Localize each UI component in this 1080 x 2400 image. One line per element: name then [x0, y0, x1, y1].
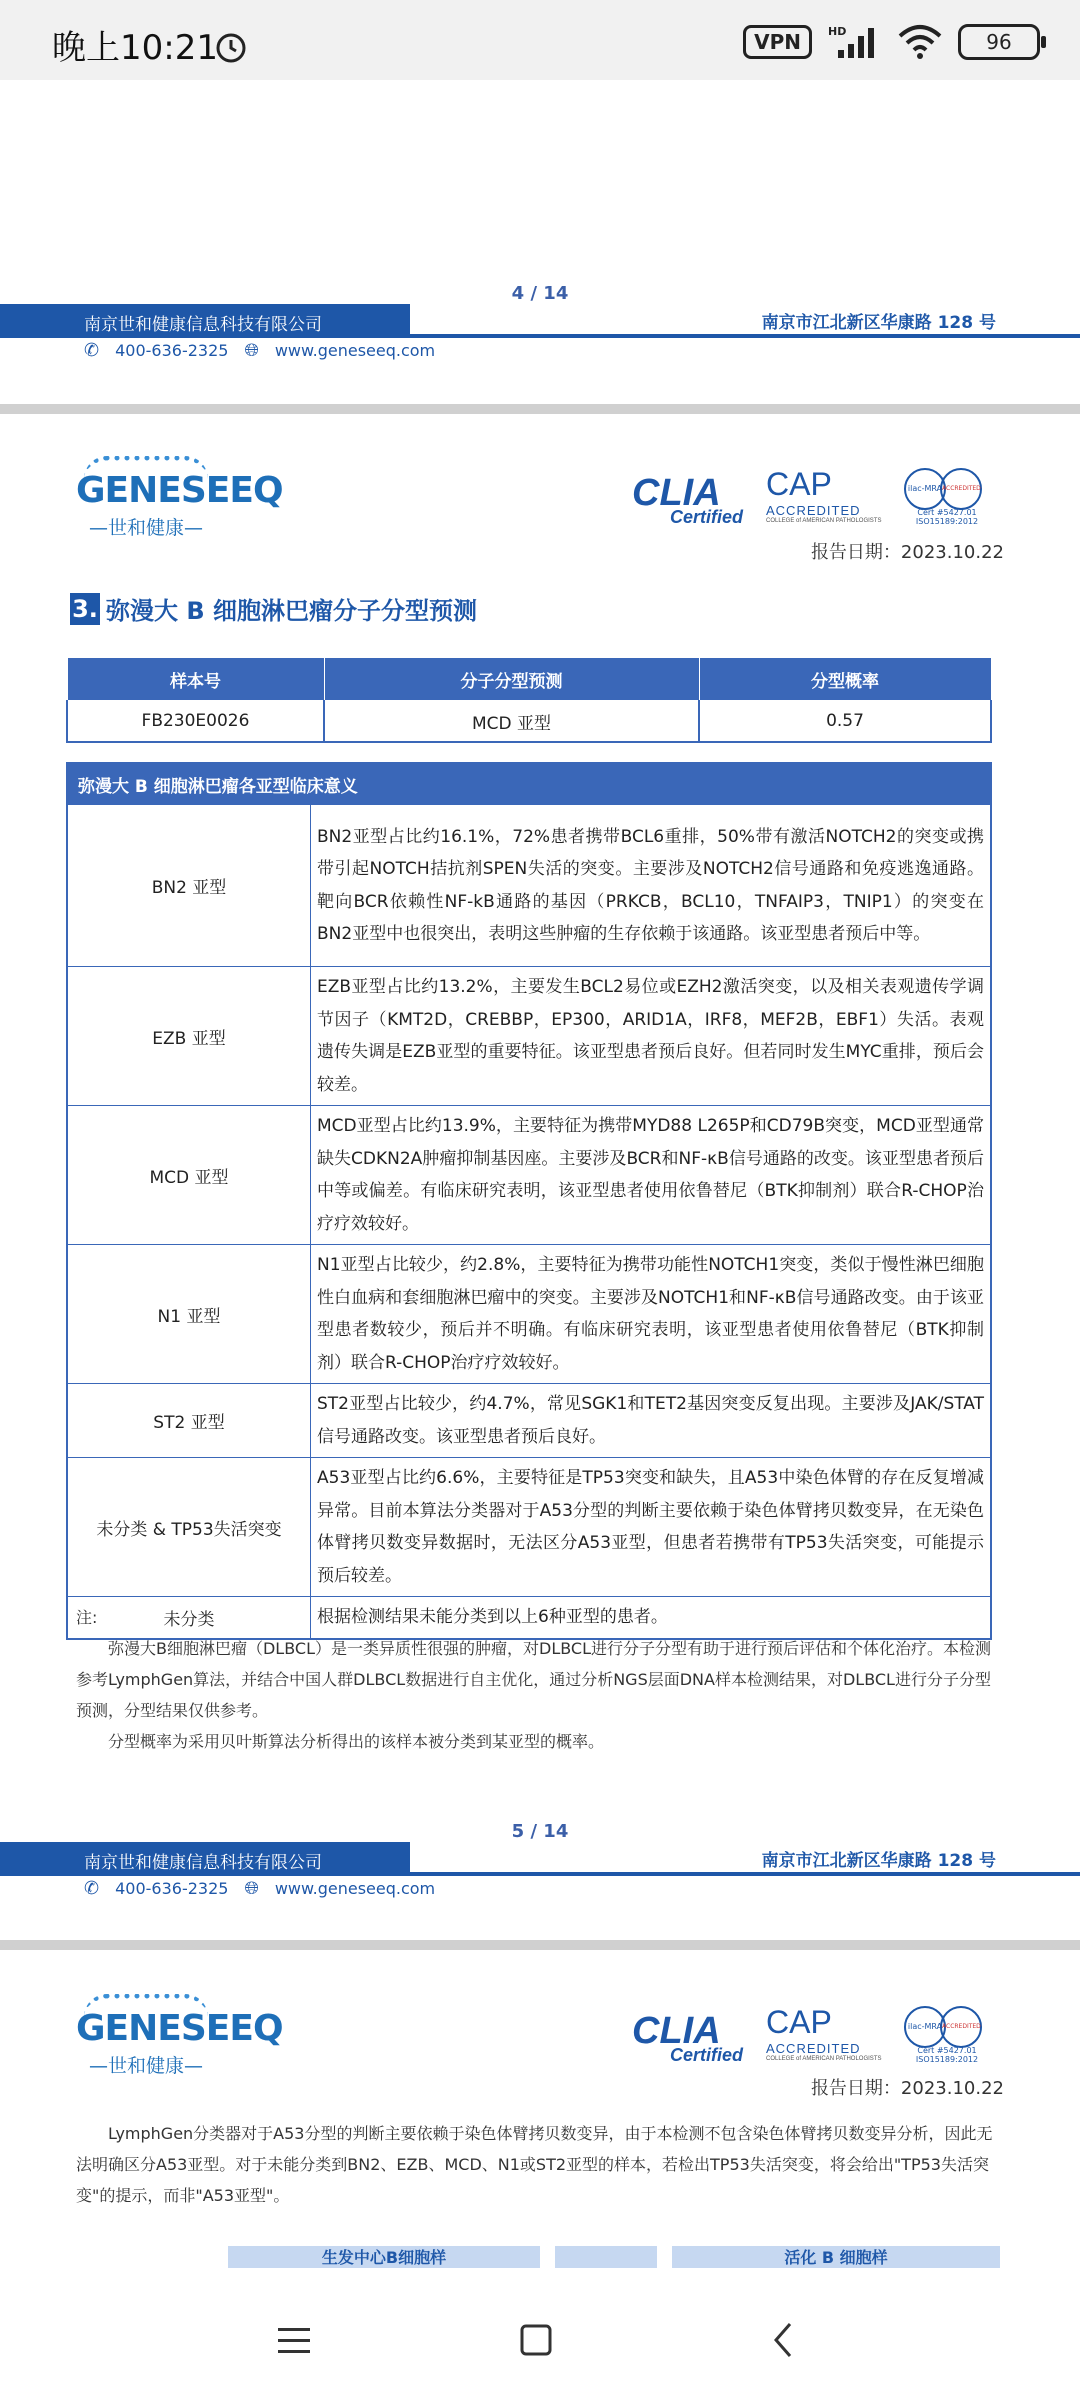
subtype-description: ST2亚型占比较少，约4.7%，常见SGK1和TET2基因突变反复出现。主要涉及JAK/STAT信号通路改变。该亚型患者预后良好。	[311, 1384, 992, 1458]
subtype-description: BN2亚型占比约16.1%，72%患者携带BCL6重排，50%带有激活NOTCH2的突变或携带引起NOTCH拮抗剂SPEN失活的突变。主要涉及NOTCH2信号通路和免疫逃逸通路。靶向BCR依赖性NF-kB通路的基因（PRKCB，BCL10，TNFAIP3，TNIP1）的突变在BN2亚型中也很突出，表明这些肿瘤的生存依赖于该通路。该亚型患者预后中等。	[311, 805, 992, 967]
cut-table-header: 生发中心B细胞样	[228, 2246, 540, 2268]
iso-logo: ilac-MRA ACCREDITED Cert #5427.01 ISO15189:2012	[904, 2006, 990, 2058]
report-date: 报告日期：2023.10.22	[810, 2078, 1004, 2099]
table-row	[67, 1245, 991, 1384]
phone-number: 400-636-2325	[115, 341, 229, 360]
footer-contact	[84, 340, 435, 361]
iso-logo: ilac-MRA ACCREDITED Cert #5427.01 ISO15189:2012	[904, 468, 990, 520]
predicted-subtype: MCD 亚型	[324, 701, 699, 743]
notes-label: 注:	[76, 1608, 98, 1627]
subtype-name: ST2 亚型	[67, 1384, 311, 1458]
subtype-name: 未分类	[67, 1597, 311, 1639]
subtype-description: MCD亚型占比约13.9%，主要特征为携带MYD88 L265P和CD79B突变，MCD亚型通常缺失CDKN2A肿瘤抑制基因座。主要涉及BCR和NF-κB信号通路的改变。该亚型患者预后中等或偏差。有临床研究表明，该亚型患者使用依鲁替尼（BTK抑制剂）联合R-CHOP治疗疗效较好。	[311, 1106, 992, 1245]
page-separator	[0, 404, 1080, 414]
cap-logo: CAP ACCREDITED COLLEGE of AMERICAN PATHOLOGISTS	[766, 2004, 882, 2062]
col-header-sample: 样本号	[67, 658, 324, 701]
geneseeq-logo: GENESEEQ —世和健康—	[76, 2008, 216, 2078]
notes	[76, 1602, 1004, 1757]
back-icon[interactable]	[760, 2316, 808, 2364]
significance-table	[66, 762, 992, 1640]
clia-logo: CLIA Certified	[632, 472, 744, 527]
battery-icon: 96	[958, 24, 1040, 60]
section-number: 3.	[70, 593, 100, 625]
report-date: 报告日期：2023.10.22	[810, 542, 1004, 563]
table-row	[67, 967, 991, 1106]
prediction-table	[66, 657, 992, 743]
subtype-description: 根据检测结果未能分类到以上6种亚型的患者。	[311, 1597, 992, 1639]
svg-text:HD: HD	[828, 25, 847, 38]
wifi-icon	[898, 24, 942, 60]
table-row	[67, 701, 991, 743]
section-heading: 弥漫大 B 细胞淋巴瘤分子分型预测	[106, 597, 478, 625]
section-title	[70, 591, 477, 626]
home-icon[interactable]	[512, 2316, 560, 2364]
sample-id: FB230E0026	[67, 701, 324, 743]
notes-paragraph: 分型概率为采用贝叶斯算法分析得出的该样本被分类到某亚型的概率。	[108, 1732, 605, 1751]
website-link[interactable]: www.geneseeq.com	[274, 341, 436, 360]
cut-table-header: 活化 B 细胞样	[672, 2246, 1000, 2268]
page-number: 4 / 14	[511, 283, 569, 304]
subtype-probability: 0.57	[699, 701, 991, 743]
vpn-badge: VPN	[743, 25, 812, 59]
company-address: 南京市江北新区华康路 128 号	[761, 1851, 996, 1871]
subtype-description: N1亚型占比较少，约2.8%，主要特征为携带功能性NOTCH1突变，类似于慢性淋巴细胞性白血病和套细胞淋巴瘤中的突变。主要涉及NOTCH1和NF-κB信号通路改变。由于该亚型患者数较少，预后并不明确。有临床研究表明，该亚型患者使用依鲁替尼（BTK抑制剂）联合R-CHOP治疗疗效较好。	[311, 1245, 992, 1384]
globe-icon: 🌐︎	[244, 1878, 259, 1899]
page-number: 5 / 14	[511, 1821, 569, 1842]
signal-icon	[828, 24, 882, 60]
clock: 晚上10:21	[52, 28, 218, 68]
subtype-name: 未分类 & TP53失活突变	[67, 1458, 311, 1597]
alarm-icon	[214, 30, 248, 64]
clia-logo: CLIA Certified	[632, 2010, 744, 2065]
table-row	[67, 1106, 991, 1245]
subtype-name: EZB 亚型	[67, 967, 311, 1106]
menu-icon[interactable]	[270, 2316, 318, 2364]
company-address: 南京市江北新区华康路 128 号	[761, 313, 996, 333]
subtype-description: A53亚型占比约6.6%，主要特征是TP53突变和缺失，且A53中染色体臂的存在反复增减异常。目前本算法分类器对于A53分型的判断主要依赖于染色体臂拷贝数变异，在无染色体臂拷贝数变异数据时，无法区分A53亚型，但患者若携带有TP53失活突变，可能提示预后较差。	[311, 1458, 992, 1597]
page-separator	[0, 1940, 1080, 1950]
cap-logo: CAP ACCREDITED COLLEGE of AMERICAN PATHOLOGISTS	[766, 466, 882, 524]
phone-icon: ✆	[84, 1878, 100, 1899]
globe-icon: 🌐︎	[244, 340, 259, 361]
subtype-name: N1 亚型	[67, 1245, 311, 1384]
footer-bar	[0, 304, 1080, 338]
website-link[interactable]: www.geneseeq.com	[274, 1879, 436, 1898]
subtype-description: EZB亚型占比约13.2%，主要发生BCL2易位或EZH2激活突变，以及相关表观遗传学调节因子（KMT2D，CREBBP，EP300，ARID1A，IRF8，MEF2B，EBF1）失活。表观遗传失调是EZB亚型的重要特征。该亚型患者预后良好。但若同时发生MYC重排，预后会较差。	[311, 967, 992, 1106]
phone-icon: ✆	[84, 340, 100, 361]
table-row	[67, 805, 991, 967]
navigation-bar	[0, 2280, 1080, 2400]
footer-bar	[0, 1842, 1080, 1876]
cut-table-header	[555, 2246, 657, 2268]
company-name: 南京世和健康信息科技有限公司	[84, 1853, 322, 1873]
geneseeq-logo: GENESEEQ —世和健康—	[76, 470, 216, 540]
body-paragraph: LymphGen分类器对于A53分型的判断主要依赖于染色体臂拷贝数变异，由于本检测不包含染色体臂拷贝数变异分析，因此无法明确区分A53亚型。对于未能分类到BN2、EZB、MCD、N1或ST2亚型的样本，若检出TP53失活突变，将会给出"TP53失活突变"的提示，而非"A53亚型"。	[76, 2124, 993, 2205]
subtype-name: BN2 亚型	[67, 805, 311, 967]
table-header: 弥漫大 B 细胞淋巴瘤各亚型临床意义	[67, 763, 991, 805]
col-header-subtype: 分子分型预测	[324, 658, 699, 701]
col-header-probability: 分型概率	[699, 658, 991, 701]
subtype-name: MCD 亚型	[67, 1106, 311, 1245]
notes-paragraph: 弥漫大B细胞淋巴瘤（DLBCL）是一类异质性很强的肿瘤，对DLBCL进行分子分型有助于进行预后评估和个体化治疗。本检测参考LymphGen算法，并结合中国人群DLBCL数据进行自主优化，通过分析NGS层面DNA样本检测结果，对DLBCL进行分子分型预测，分型结果仅供参考。	[76, 1639, 992, 1720]
company-name: 南京世和健康信息科技有限公司	[84, 315, 322, 335]
phone-number: 400-636-2325	[115, 1879, 229, 1898]
table-row	[67, 1458, 991, 1597]
table-row	[67, 1384, 991, 1458]
status-bar	[0, 0, 1080, 80]
footer-contact	[84, 1878, 435, 1899]
